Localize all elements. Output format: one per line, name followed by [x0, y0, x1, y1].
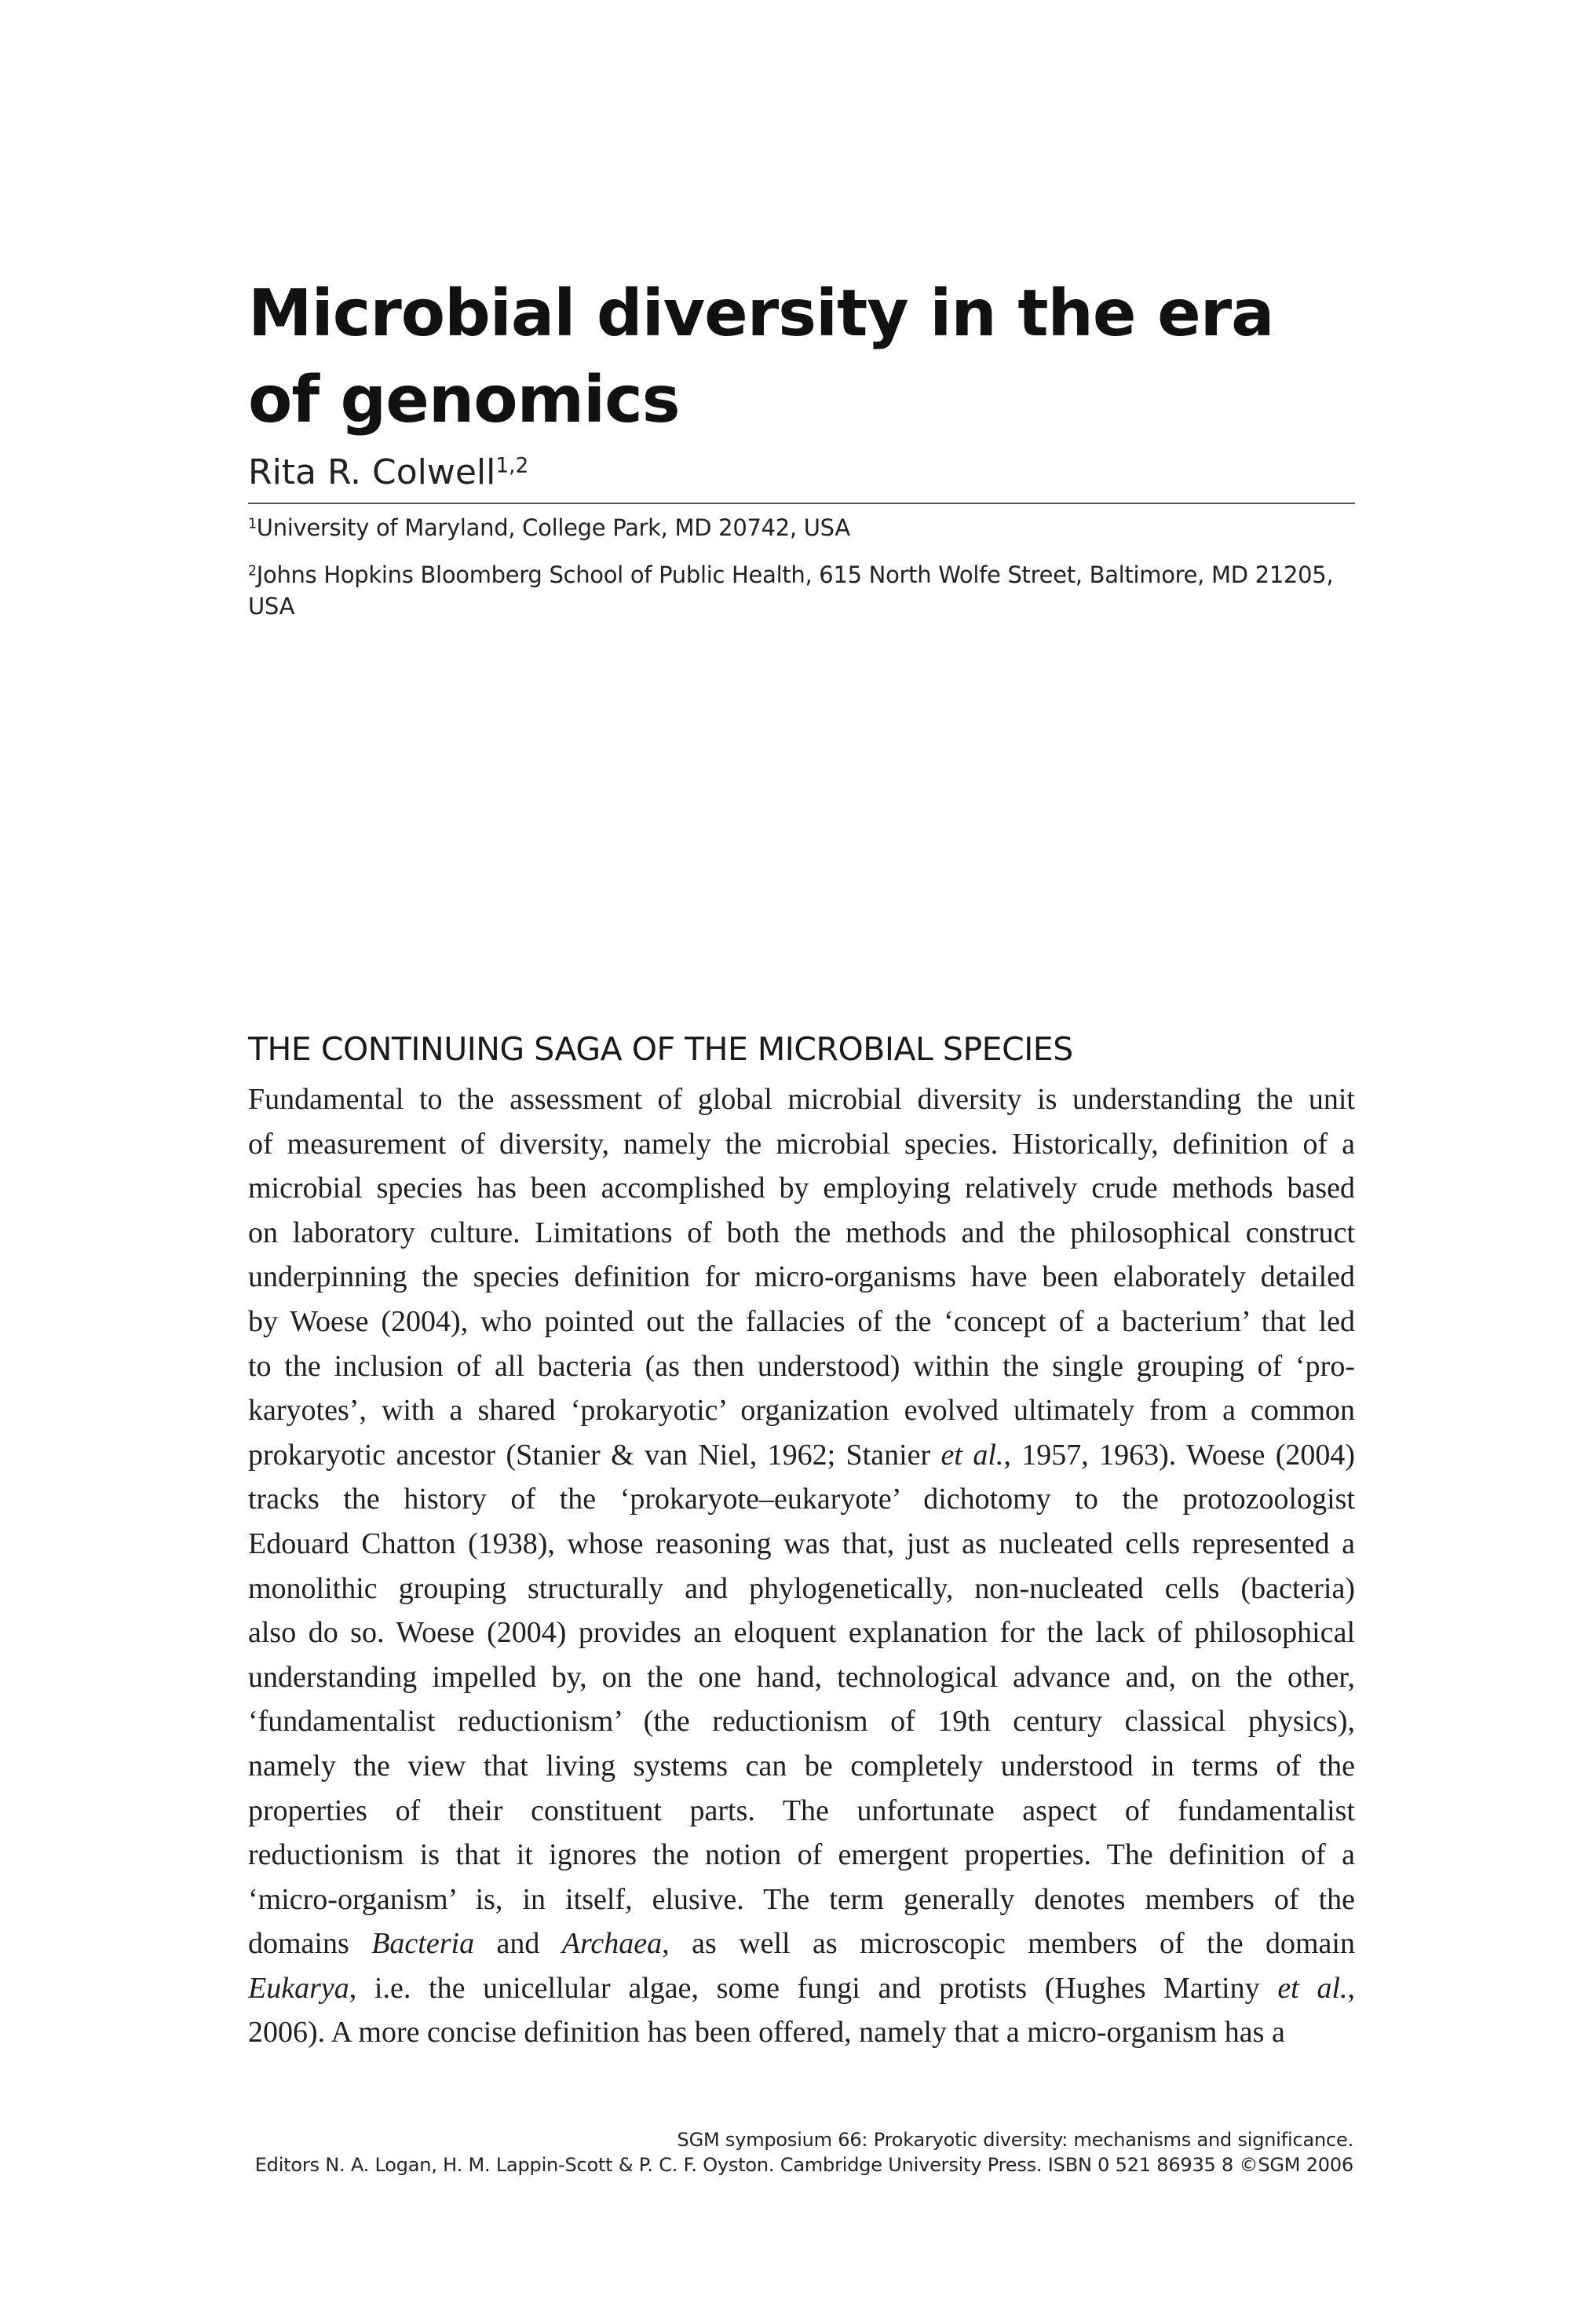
author-affiliation-markers: 1,2: [495, 453, 529, 478]
affiliation-2: [248, 559, 1355, 622]
body-line: ‘fundamentalist reductionism’ (the reductionism of 19th century classical physics),: [248, 1705, 1355, 1739]
footer-editors: Editors N. A. Logan, H. M. Lappin-Scott & P. C. F. Oyston. Cambridge University Press. ISBN 0 521 86935 8 ©SGM 2006: [254, 2154, 1353, 2176]
footer-symposium: SGM symposium 66: Prokaryotic diversity: mechanisms and significance.: [677, 2129, 1353, 2151]
section-heading: THE CONTINUING SAGA OF THE MICROBIAL SPECIES: [248, 1030, 1073, 1068]
body-line: underpinning the species definition for micro-organisms have been elaborately detailed: [248, 1260, 1355, 1294]
body-line: namely the view that living systems can be completely understood in terms of the: [248, 1749, 1355, 1783]
body-line: of measurement of diversity, namely the microbial species. Historically, definition of a: [248, 1127, 1355, 1161]
affiliation-1-text: University of Maryland, College Park, MD 20742, USA: [256, 514, 850, 541]
body-line: microbial species has been accomplished by employing relatively crude methods based: [248, 1172, 1355, 1205]
body-line: Fundamental to the assessment of global microbial diversity is understanding the unit: [248, 1083, 1355, 1116]
affiliation-1: [248, 512, 1355, 543]
body-line: prokaryotic ancestor (Stanier & van Niel, 1962; Stanier et al., 1957, 1963). Woese (2004): [248, 1438, 1355, 1472]
author-line: [248, 450, 1355, 495]
body-line: to the inclusion of all bacteria (as then understood) within the single grouping of ‘pro-: [248, 1349, 1355, 1383]
author-divider: [248, 503, 1355, 504]
publication-footer: [248, 2127, 1353, 2178]
body-line: reductionism is that it ignores the notion of emergent properties. The definition of a: [248, 1838, 1355, 1872]
body-line: by Woese (2004), who pointed out the fallacies of the ‘concept of a bacterium’ that led: [248, 1304, 1355, 1338]
body-line: Edouard Chatton (1938), whose reasoning was that, just as nucleated cells represented a: [248, 1527, 1355, 1560]
affiliation-2-text: Johns Hopkins Bloomberg School of Public Health, 615 North Wolfe Street, Baltimore, MD 21205, USA: [248, 561, 1334, 620]
affiliation-2-marker: 2: [248, 563, 257, 580]
body-line: understanding impelled by, on the one hand, technological advance and, on the other,: [248, 1660, 1355, 1694]
body-line: properties of their constituent parts. The unfortunate aspect of fundamentalist: [248, 1794, 1355, 1827]
body-line: karyotes’, with a shared ‘prokaryotic’ organization evolved ultimately from a common: [248, 1394, 1355, 1428]
body-line: monolithic grouping structurally and phylogenetically, non-nucleated cells (bacteria): [248, 1571, 1355, 1605]
body-text: [248, 1077, 1355, 2055]
body-line: ‘micro-organism’ is, in itself, elusive. The term generally denotes members of the: [248, 1882, 1355, 1916]
body-line: on laboratory culture. Limitations of both the methods and the philosophical construct: [248, 1216, 1355, 1249]
body-line: Eukarya, i.e. the unicellular algae, some fungi and protists (Hughes Martiny et al.,: [248, 1971, 1355, 2005]
author-name: Rita R. Colwell: [248, 452, 496, 492]
body-line: domains Bacteria and Archaea, as well as microscopic members of the domain: [248, 1927, 1355, 1961]
body-line: also do so. Woese (2004) provides an eloquent explanation for the lack of philosophical: [248, 1616, 1355, 1650]
body-line: 2006). A more concise definition has been offered, namely that a micro-organism has a: [248, 2016, 1285, 2050]
body-line: tracks the history of the ‘prokaryote–eukaryote’ dichotomy to the protozoologist: [248, 1483, 1355, 1516]
paper-title: Microbial diversity in the era of genomics: [248, 276, 1274, 437]
affiliation-1-marker: 1: [248, 516, 257, 532]
